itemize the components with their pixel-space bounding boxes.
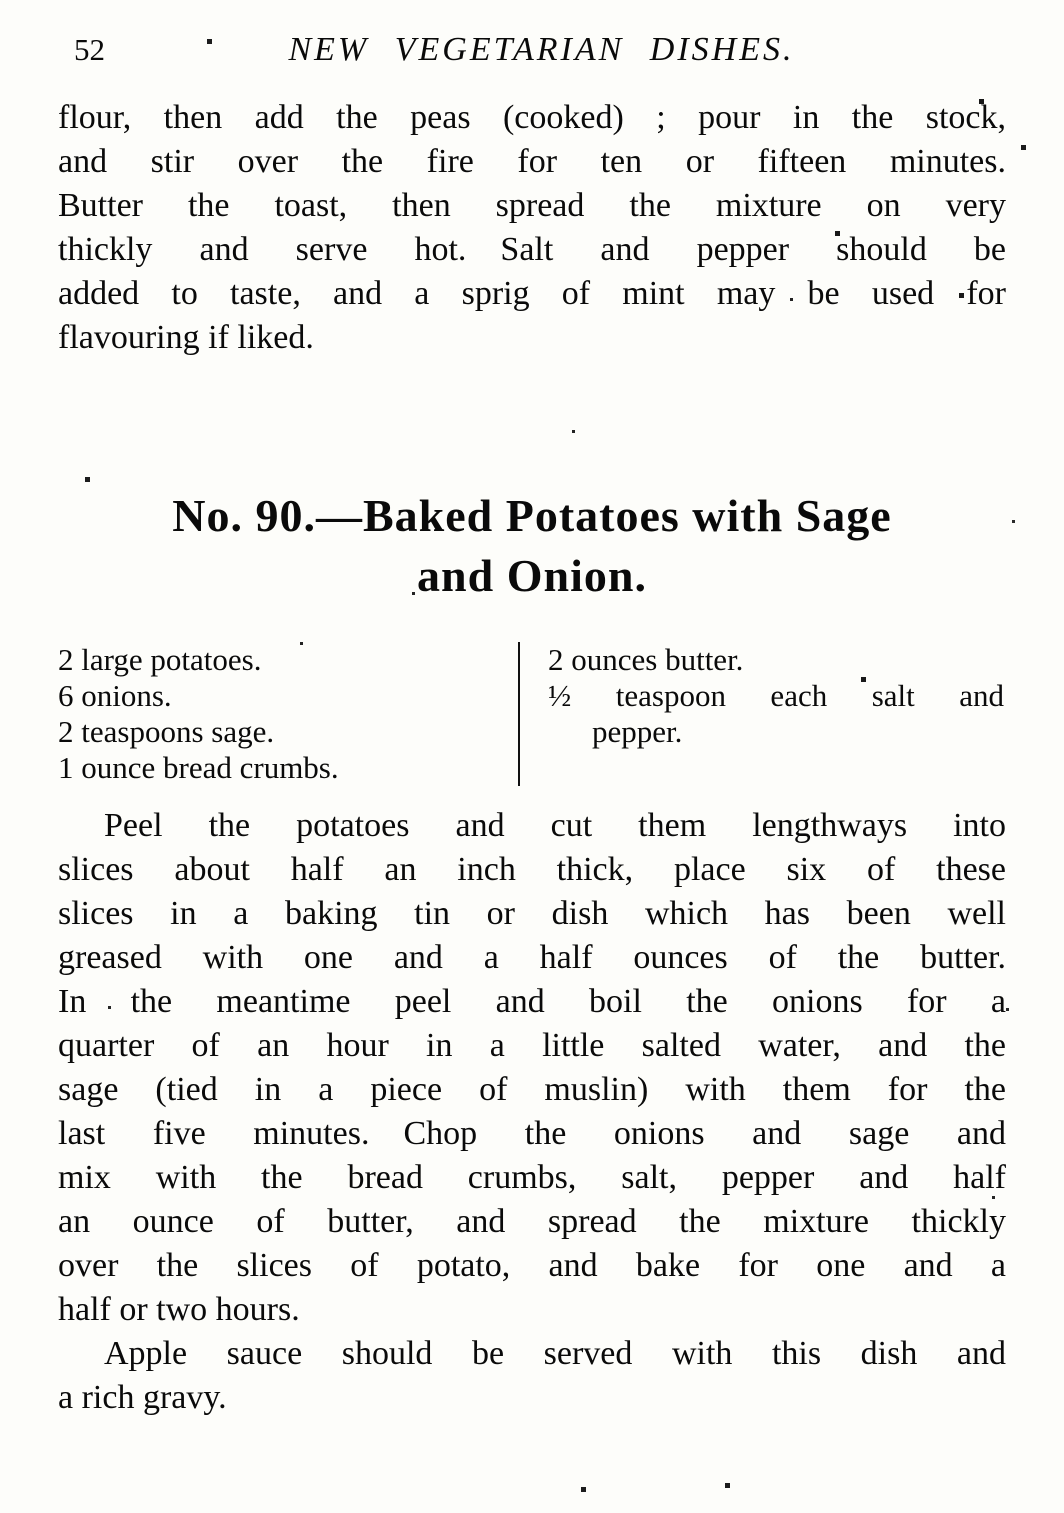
recipe-heading-line: and Onion. [417,550,647,601]
running-title: NEW VEGETARIAN DISHES. [288,31,795,68]
text-line: Apple sauce should be served with this dish and [104,1335,1006,1372]
text-line: flavouring if liked. [58,319,314,356]
text-line: mix with the bread crumbs, salt, pepper and half [58,1159,1006,1196]
ingredient-item: 6 onions. [58,678,172,713]
text-line: thickly and serve hot. Salt and pepper should be [58,231,1006,268]
ingredient-item: ½ teaspoon each salt and [548,678,1004,713]
recipe-heading-line: No. 90.—Baked Potatoes with Sage [172,490,892,541]
page-header [0,0,1064,70]
text-line: over the slices of potato, and bake for one and a [58,1247,1006,1284]
continuation-paragraph [58,96,1006,360]
text-line: and stir over the fire for ten or fifteen minutes. [58,143,1006,180]
method-paragraph [58,804,1006,1332]
ingredient-item: 1 ounce bread crumbs. [58,750,339,785]
text-line: greased with one and a half ounces of the butter. [58,939,1006,976]
text-line: added to taste, and a sprig of mint may be used for [58,275,1006,312]
ingredient-item-continuation: pepper. [592,714,683,749]
ingredients-left-column [58,642,518,786]
ingredient-item: 2 teaspoons sage. [58,714,275,749]
text-line: sage (tied in a piece of muslin) with them for the [58,1071,1006,1108]
recipe-heading [0,486,1064,606]
text-line: slices in a baking tin or dish which has been well [58,895,1006,932]
page-number: 52 [74,32,105,67]
serving-paragraph [58,1332,1006,1420]
text-line: quarter of an hour in a little salted water, and the [58,1027,1006,1064]
scan-specks [0,0,3,3]
text-line: last five minutes. Chop the onions and sage and [58,1115,1006,1152]
text-line: an ounce of butter, and spread the mixture thickly [58,1203,1006,1240]
text-line: Butter the toast, then spread the mixture on very [58,187,1006,224]
ingredient-item: 2 ounces butter. [548,642,744,677]
text-line: half or two hours. [58,1291,300,1328]
ingredient-item: 2 large potatoes. [58,642,262,677]
text-line: Peel the potatoes and cut them lengthways into [104,807,1006,844]
ingredients-right-column [520,642,1006,786]
text-line: a rich gravy. [58,1379,227,1416]
text-line: In the meantime peel and boil the onions for a [58,983,1006,1020]
ingredients-section [58,642,1006,786]
text-line: slices about half an inch thick, place six of these [58,851,1006,888]
text-line: flour, then add the peas (cooked) ; pour in the stock, [58,99,1006,136]
